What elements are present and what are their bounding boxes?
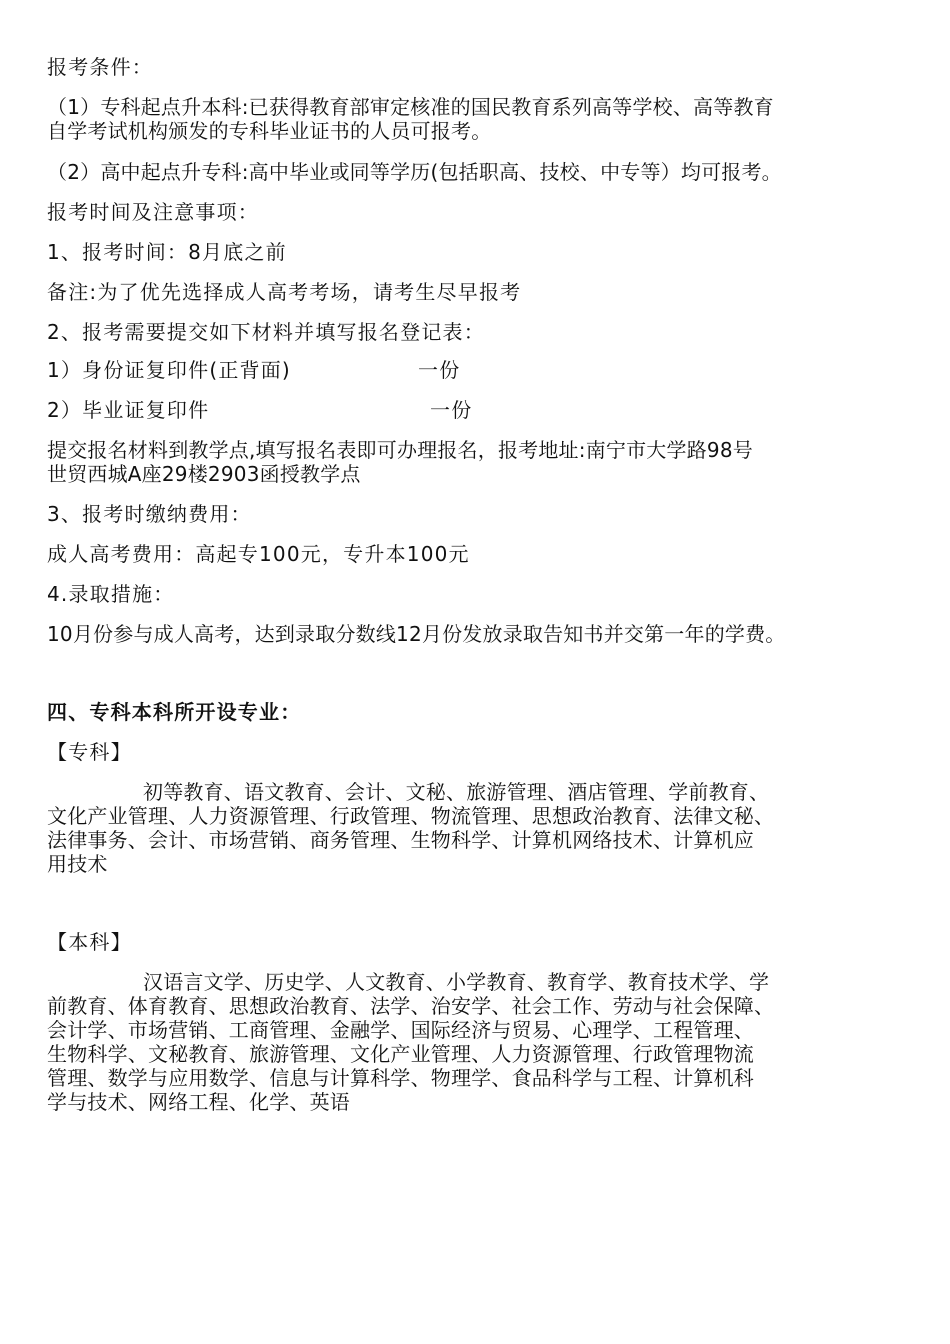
zhuanke-line-3: 法律事务、会计、市场营销、商务管理、生物科学、计算机网络技术、计算机应 <box>47 828 754 852</box>
admission-heading: 4.录取措施： <box>47 582 175 606</box>
fees-text: 成人高考费用：高起专100元，专升本100元 <box>47 542 470 566</box>
materials-heading: 2、报考需要提交如下材料并填写报名登记表： <box>47 320 485 344</box>
benke-label: 【本科】 <box>47 930 132 954</box>
submit-line-1: 提交报名材料到教学点,填写报名表即可办理报名，报考地址:南宁市大学路98号 <box>47 438 753 462</box>
admission-text: 10月份参与成人高考，达到录取分数线12月份发放录取告知书并交第一年的学费。 <box>47 622 786 646</box>
condition-item-1-line-2: 自学考试机构颁发的专科毕业证书的人员可报考。 <box>47 119 492 143</box>
condition-item-2: （2）高中起点升专科:高中毕业或同等学历(包括职高、技校、中专等）均可报考。 <box>47 160 782 184</box>
benke-line-2: 前教育、体育教育、思想政治教育、法学、治安学、社会工作、劳动与社会保障、 <box>47 994 775 1018</box>
zhuanke-label: 【专科】 <box>47 740 132 764</box>
zhuanke-line-2: 文化产业管理、人力资源管理、行政管理、物流管理、思想政治教育、法律文秘、 <box>47 804 775 828</box>
submit-line-2: 世贸西城A座29楼2903函授教学点 <box>47 462 361 486</box>
benke-line-4: 生物科学、文秘教育、旅游管理、文化产业管理、人力资源管理、行政管理物流 <box>47 1042 754 1066</box>
majors-heading: 四、专科本科所开设专业： <box>47 700 302 724</box>
schedule-note: 备注:为了优先选择成人高考考场，请考生尽早报考 <box>47 280 522 304</box>
material-item-2 <box>47 398 209 422</box>
condition-item-1-line-1: （1）专科起点升本科:已获得教育部审定核准的国民教育系列高等学校、高等教育 <box>47 95 774 119</box>
zhuanke-line-1: 初等教育、语文教育、会计、文秘、旅游管理、酒店管理、学前教育、 <box>143 780 770 804</box>
schedule-time: 1、报考时间：8月底之前 <box>47 240 287 264</box>
material-qty-1: 一份 <box>418 358 461 382</box>
benke-line-6: 学与技术、网络工程、化学、英语 <box>47 1090 350 1114</box>
material-name: 1）身份证复印件(正背面) <box>47 358 291 382</box>
conditions-heading: 报考条件： <box>47 55 153 79</box>
benke-line-5: 管理、数学与应用数学、信息与计算科学、物理学、食品科学与工程、计算机科 <box>47 1066 754 1090</box>
schedule-heading: 报考时间及注意事项： <box>47 200 259 224</box>
benke-line-3: 会计学、市场营销、工商管理、金融学、国际经济与贸易、心理学、工程管理、 <box>47 1018 754 1042</box>
benke-line-1: 汉语言文学、历史学、人文教育、小学教育、教育学、教育技术学、学 <box>143 970 770 994</box>
material-name: 2）毕业证复印件 <box>47 398 210 422</box>
zhuanke-line-4: 用技术 <box>47 852 108 876</box>
fees-heading: 3、报考时缴纳费用： <box>47 502 252 526</box>
material-item-1 <box>47 358 291 382</box>
material-qty-2: 一份 <box>430 398 473 422</box>
